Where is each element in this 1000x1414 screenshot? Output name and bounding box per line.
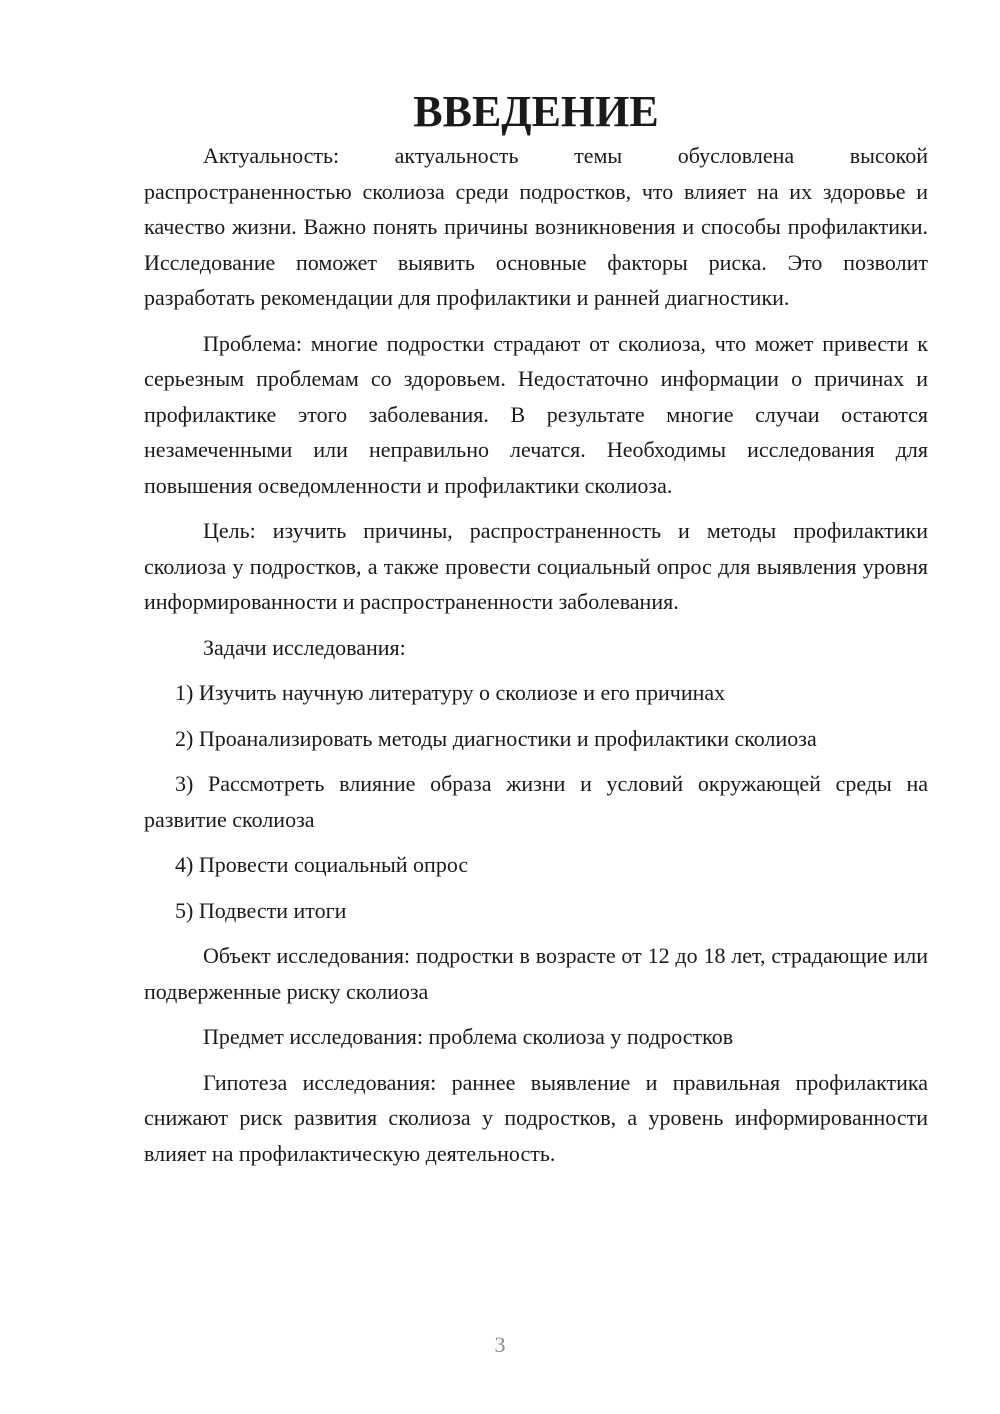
page-heading: ВВЕДЕНИЕ (413, 87, 659, 136)
tasks-title: Задачи исследования: (203, 634, 406, 660)
paragraph-hypothesis: Гипотеза исследования: раннее выявление и правильная профилактика снижают риск развития сколиоза у подростков, а уровень информированности влияет на профилактическую деятельность. (144, 1069, 928, 1166)
paragraph-object: Объект исследования: подростки в возрасте от 12 до 18 лет, страдающие или подверженные риску сколиоза (144, 943, 928, 1004)
task-item-4: 4) Провести социальный опрос (175, 852, 469, 877)
paragraph-goal: Цель: изучить причины, распространенность и методы профилактики сколиоза у подростков, а также провести социальный опрос для выявления уровня информированности и распространенности заболевания. (144, 518, 928, 614)
page-number: 3 (494, 1332, 506, 1357)
paragraph-relevance: Актуальность: актуальность темы обусловлена высокой распространенностью сколиоза среди подростков, что влияет на их здоровье и качество жизни. Важно понять причины возникновения и способы профилактики. Исследование поможет выявить основные факторы риска. Это позволит разработать рекомендации для профилактики и ранней диагностики. (144, 143, 928, 310)
page-content (144, 87, 928, 1181)
task-item-2: 2) Проанализировать методы диагностики и профилактики сколиоза (175, 725, 817, 751)
paragraph-subject: Предмет исследования: проблема сколиоза у подростков (203, 1024, 734, 1049)
task-item-1: 1) Изучить научную литературу о сколиозе и его причинах (175, 680, 726, 705)
task-item-5: 5) Подвести итоги (175, 897, 347, 923)
task-item-3: 3) Рассмотреть влияние образа жизни и условий окружающей среды на развитие сколиоза (144, 771, 928, 832)
paragraph-problem: Проблема: многие подростки страдают от сколиоза, что может привести к серьезным проблемам со здоровьем. Недостаточно информации о причинах и профилактике этого заболевания. В результате многие случаи остаются незамеченными или неправильно лечатся. Необходимы исследования для повышения осведомленности и профилактики сколиоза. (144, 330, 928, 498)
